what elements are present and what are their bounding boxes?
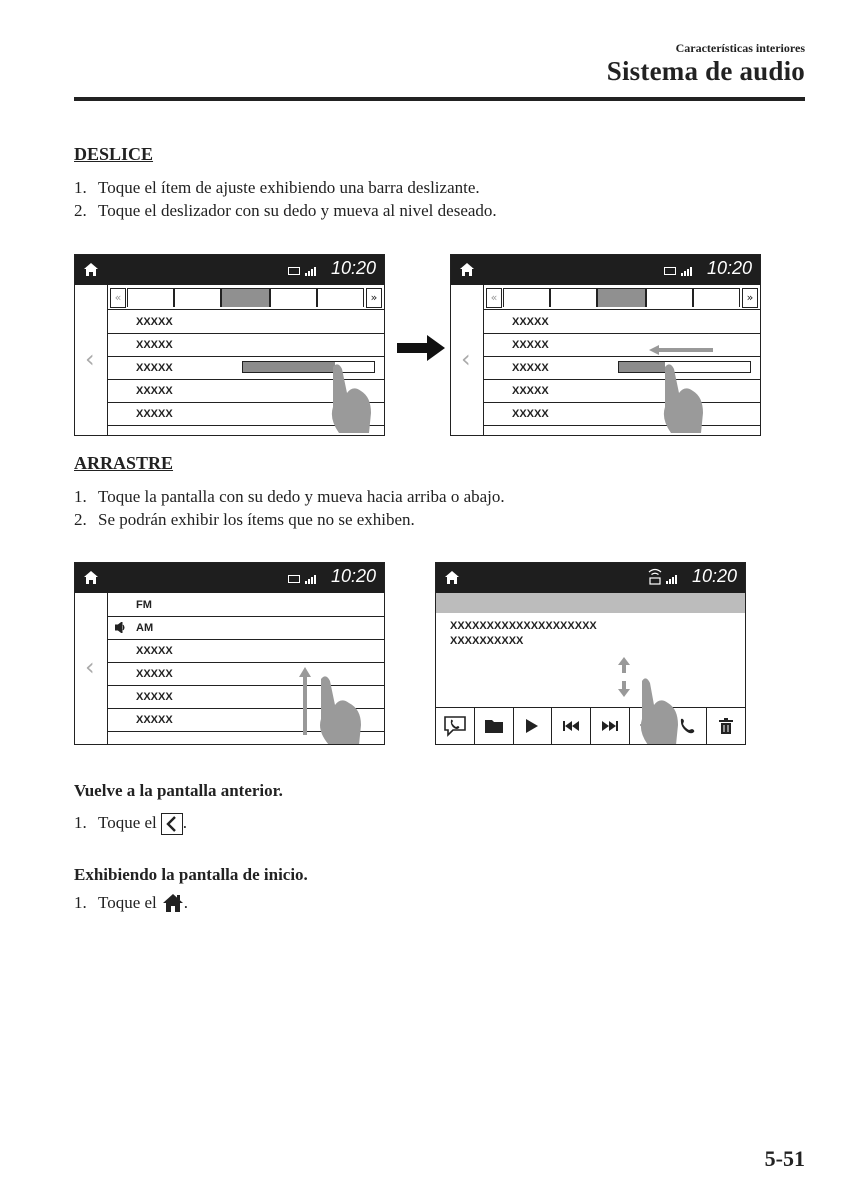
play-icon — [525, 718, 539, 734]
play-button[interactable] — [514, 708, 553, 744]
message-line: XXXXXXXXXXXXXXXXXXXX — [450, 620, 597, 632]
status-bar — [75, 255, 384, 285]
side-column — [451, 285, 484, 435]
slide-screen-before — [74, 254, 385, 436]
list-item[interactable]: XXXXX — [107, 708, 384, 732]
signal-icon — [666, 572, 680, 584]
page-title: Sistema de audio — [606, 56, 805, 86]
speaker-icon — [115, 622, 127, 633]
previous-button[interactable] — [552, 708, 591, 744]
section-heading-deslice: DESLICE — [74, 144, 154, 164]
message-header-bar — [436, 593, 745, 613]
status-bar — [75, 563, 384, 593]
tab-scroll-right-icon[interactable]: » — [366, 288, 382, 308]
arrow-left-icon — [649, 345, 713, 355]
list-item[interactable]: XXXXX — [107, 639, 384, 663]
list-item: 1. Toque el ítem de ajuste exhibiendo una barra deslizante. — [74, 178, 480, 197]
side-column — [75, 285, 108, 435]
back-chevron-icon[interactable]: ‹ — [85, 345, 95, 373]
tab-2[interactable] — [174, 288, 221, 307]
home-icon — [162, 893, 184, 913]
arrow-up-down-icon — [618, 657, 630, 697]
home-icon[interactable] — [444, 570, 460, 585]
tab-1[interactable] — [127, 288, 174, 307]
list-item[interactable]: XXXXX — [483, 310, 760, 334]
signal-icon — [305, 264, 319, 276]
clock: 10:20 — [691, 566, 737, 586]
media-button-bar — [436, 707, 745, 744]
arrow-up-icon — [299, 667, 311, 735]
speech-bubble-phone-icon — [443, 715, 467, 737]
slide-screen-after — [450, 254, 761, 436]
home-heading: Exhibiendo la pantalla de inicio. — [74, 865, 308, 884]
folder-button[interactable] — [475, 708, 514, 744]
home-icon[interactable] — [83, 262, 99, 277]
finger-hand-icon — [636, 677, 682, 745]
list-item[interactable]: XXXXX — [483, 356, 760, 380]
back-heading: Vuelve a la pantalla anterior. — [74, 781, 283, 800]
header-rule — [74, 97, 805, 101]
deslice-steps — [74, 176, 497, 222]
skip-next-icon — [602, 721, 618, 731]
list-item: 1. Toque la pantalla con su dedo y mueva hacia arriba o abajo. — [74, 487, 505, 506]
list-item[interactable]: XXXXX — [483, 333, 760, 357]
list-item[interactable]: XXXXX — [107, 685, 384, 709]
speech-button[interactable] — [436, 708, 475, 744]
section-heading-arrastre: ARRASTRE — [74, 453, 174, 473]
clock: 10:20 — [330, 258, 376, 278]
folder-icon — [484, 718, 504, 734]
battery-icon — [288, 575, 300, 583]
home-icon[interactable] — [83, 570, 99, 585]
home-instruction: 1. Toque el . — [74, 893, 189, 912]
side-column — [75, 593, 108, 744]
list-item: 2. Se podrán exhibir los ítems que no se exhiben. — [74, 510, 415, 529]
drag-message-screen — [435, 562, 746, 745]
list-item[interactable]: XXXXX — [107, 402, 384, 426]
arrastre-steps — [74, 485, 505, 531]
finger-hand-icon — [657, 363, 707, 435]
tab-scroll-left-icon[interactable]: « — [110, 288, 126, 308]
message-line: XXXXXXXXXX — [450, 635, 524, 647]
back-chevron-icon — [161, 813, 183, 835]
tab-1[interactable] — [503, 288, 550, 307]
tab-3[interactable] — [597, 288, 646, 307]
status-bar — [451, 255, 760, 285]
tab-5[interactable] — [693, 288, 740, 307]
list-item[interactable]: XXXXX — [483, 402, 760, 426]
back-instruction: 1. Toque el . — [74, 811, 187, 833]
header-section-label: Características interiores — [675, 41, 805, 55]
status-bar — [436, 563, 745, 593]
tab-scroll-left-icon[interactable]: « — [486, 288, 502, 308]
clock: 10:20 — [330, 566, 376, 586]
signal-icon — [305, 572, 319, 584]
battery-icon — [664, 267, 676, 275]
list-item[interactable]: XXXXX — [107, 662, 384, 686]
tab-4[interactable] — [646, 288, 693, 307]
back-chevron-icon[interactable]: ‹ — [461, 345, 471, 373]
list-item[interactable]: FM — [107, 593, 384, 617]
list-item[interactable]: XXXXX — [483, 379, 760, 403]
list-item: 2. Toque el deslizador con su dedo y mueva al nivel deseado. — [74, 201, 497, 220]
list-item[interactable]: XXXXX — [107, 333, 384, 357]
tab-5[interactable] — [317, 288, 364, 307]
drag-list-screen — [74, 562, 385, 745]
skip-previous-icon — [563, 721, 579, 731]
tab-4[interactable] — [270, 288, 317, 307]
signal-icon — [681, 264, 695, 276]
page-number: 5-51 — [764, 1146, 805, 1171]
delete-button[interactable] — [707, 708, 745, 744]
list-item[interactable]: XXXXX — [107, 379, 384, 403]
tab-strip — [107, 285, 384, 310]
tab-scroll-right-icon[interactable]: » — [742, 288, 758, 308]
slider-fill — [243, 362, 335, 372]
home-icon[interactable] — [459, 262, 475, 277]
clock: 10:20 — [706, 258, 752, 278]
list-item[interactable]: AM — [107, 616, 384, 640]
back-chevron-icon[interactable]: ‹ — [85, 653, 95, 681]
tab-strip — [483, 285, 760, 310]
finger-hand-icon — [313, 675, 367, 745]
battery-icon — [288, 267, 300, 275]
next-button[interactable] — [591, 708, 630, 744]
wifi-battery-icon — [648, 567, 662, 587]
finger-hand-icon — [325, 363, 375, 435]
trash-icon — [719, 718, 733, 734]
tab-3[interactable] — [221, 288, 270, 307]
tab-2[interactable] — [550, 288, 597, 307]
list-item[interactable]: XXXXX — [107, 356, 384, 380]
list-item[interactable]: XXXXX — [107, 310, 384, 334]
arrow-right-icon — [397, 335, 445, 361]
